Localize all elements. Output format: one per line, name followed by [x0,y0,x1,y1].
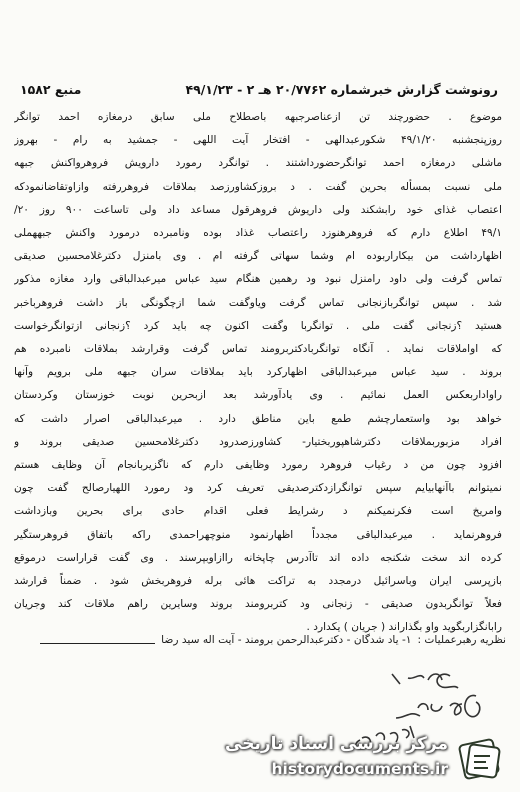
body-line: شد . سپس توانگربازنجانی تماس گرفت ویاوگفت شما ازچگونگی باز داشت فروهرباخبر [14,296,502,309]
report-body [14,106,502,640]
body-line: نمیتوانم باآنهابیایم سپس توانگرازدکترصدیقی تعریف کرد ود رمورد اللهیارصالح گفت چون [14,482,502,495]
body-line: موضوع . حضورچند تن ازعناصرجبهه باصطلاح ملی سابق درمغازه احمد توانگر [14,111,502,123]
body-line: راواداربعکس العمل نمائیم . وی یادآورشد بعد ازبحرین نوبت خوزستان وکردستان [14,389,502,402]
watermark-title: مرکز بررسی اسناد تاریخی [225,734,448,754]
comment-rule [40,642,155,644]
body-line: وامریخ است فکرنمیکنم د رشرایط فعلی اقدام حادی برای بحرین وبازداشت [14,505,502,518]
body-line: روزپنجشنبه ۴۹/۱/۲۰ شکورعبدالهی - افتخار آیت اللهی - جمشید به رام - بهروز [14,134,502,147]
body-line: رابانگزاربگوید واو بگذاراند ( جریان ) یکدارد . [306,621,502,634]
report-title: رونوشت گزارش خبرشماره ۲۰/۷۷۶۲ هـ ۲ - ۴۹/۱/۲۳ [185,82,498,97]
body-line: افزود چون من د رغیاب فروهرد رمورد وظایفی دارم که ناگزیربانجام آن وظایف هستم [14,459,502,472]
body-line: خواهد بود واستعمارچشم طمع باین مناطق دارد . میرعبدالباقی اصرار داشت که [14,412,502,425]
body-line: ماشلی درمغازه احمد توانگرحضورداشتند . توانگرد رمورد دارویش فروهرواکنش جبهه [14,157,502,170]
body-line: ۴۹/۱ اطلاع دارم که فروهرهنوزد راعتصاب غذاد بوده ونامبرده درمورد واکنش جبههملی [14,227,502,240]
body-line: افراد مزبوربملاقات دکترشاهپوربختیار- کشاورزصدرود دکترغلامحسین صدیقی بروند و [14,435,502,448]
archive-watermark [225,730,510,788]
watermark-url: historydocuments.ir [271,760,448,778]
body-line: بازپرسی ایران وباسرائیل درمجدد به تراکت هائی برله فروهربخش شود . ضمناً قرارشد [14,575,502,588]
archive-logo-icon [456,734,506,784]
body-line: کرده اند سخت شکنجه داده اند تاآدرس چاپخانه راازاوبپرسند . وی گفت قراراست درموقع [14,551,502,564]
source-reference: منبع ۱۵۸۲ [20,82,82,97]
comment-text: ۱- یاد شدگان - دکترعبدالرحمن برومند - آیت اله سید رضا [161,634,412,646]
operations-comment [40,634,506,646]
body-line: هستید ؟زنجانی گفت ملی . توانگربا وگفت اکنون چه باید کرد ؟زنجانی ازتوانگرخواست [14,319,502,332]
body-line: اعتصاب غذای خود رابشکند ولی داریوش فروهرقول مساعد داد ولی تاساعت ۹۰۰ روز ۲۰/ [14,203,502,216]
body-line: فعلاً توانگربدون صدیقی - زنجانی ود کتربرومند بروند وسایرین راهم ملاقات کند وجریان [14,598,502,611]
document-header [20,82,498,97]
body-line: اظهارداشت من بیکاراربوده ام وشما سهاتی گرفته ام . وی بامنزل دکترغلامحسین صدیقی [14,250,502,263]
body-line: فروهرنماید . میرعبدالباقی مجدداً اظهارنمود منوچهراحمدی راکه باتفاق فروهرستگیر [14,528,502,541]
body-line: ملی نسبت بمسأله بحرین گفت . د بروزکشاورزصد بملاقات فروهررفته وازاوتقاضانمودکه [14,180,502,193]
comment-label: نظریه رهبرعملیات : [417,634,506,646]
body-line: تماس گرفت ولی داود رامنزل نبود ود رهمین هنگام سید عباس میرعبدالباقی وارد مغازه مذکور [14,273,502,286]
body-line: که اواملاقات نماید . آنگاه توانگربادکتربرومند تماس گرفت وقرارشد بملاقات نامبرده هم [14,343,502,356]
body-line: بروند . سید عباس میرعبدالباقی اظهارکرد باید بملاقات سران جبهه ملی برویم وآنها [14,366,502,379]
